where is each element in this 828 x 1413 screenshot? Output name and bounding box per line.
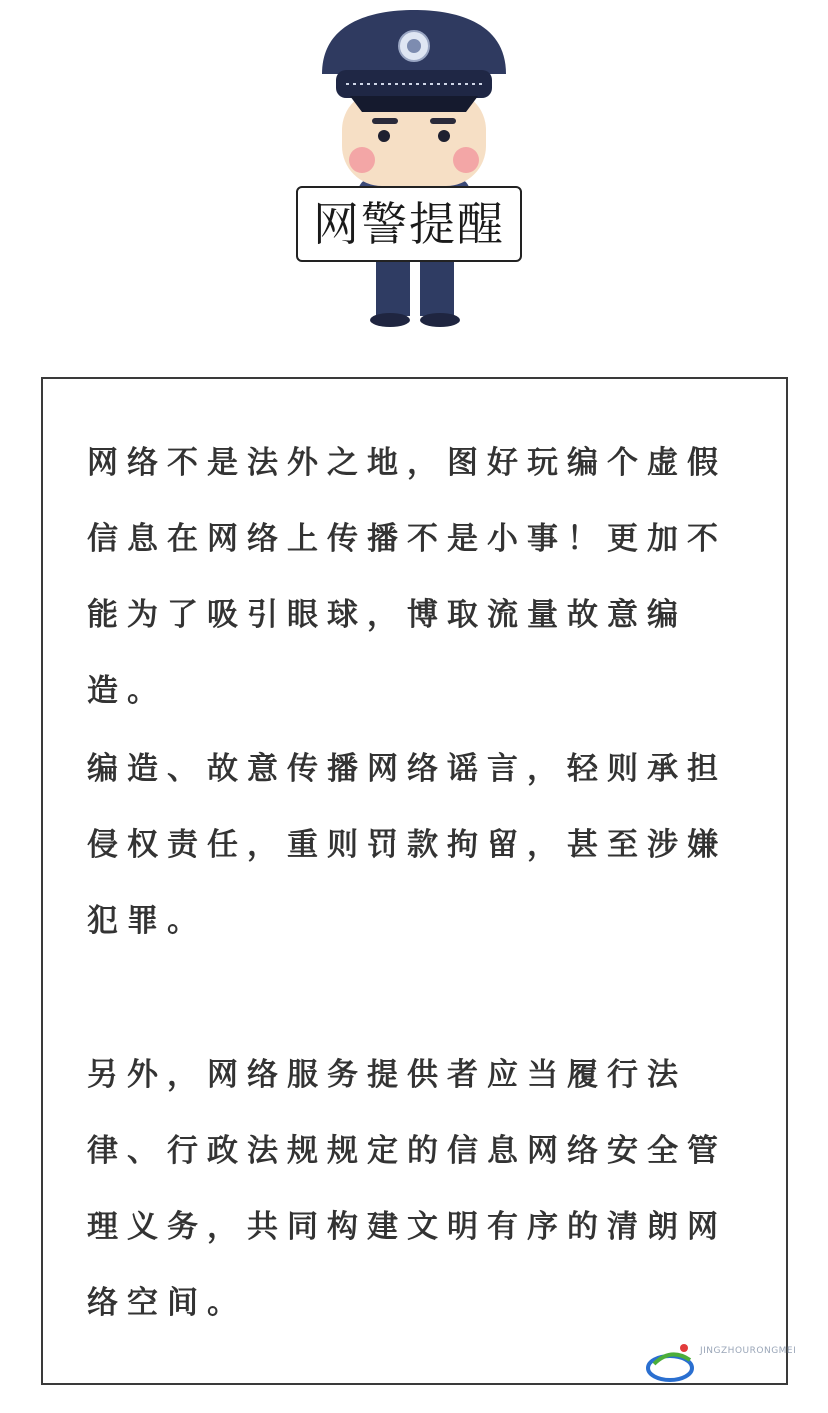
content-box: [41, 377, 788, 1385]
paragraph-3: 另外，网络服务提供者应当履行法律、行政法规规定的信息网络安全管理义务，共同构建文明有序的清朗网络空间。: [87, 1057, 727, 1321]
police-officer-icon: [280, 0, 610, 340]
logo-swoosh-icon: [644, 1338, 700, 1390]
warning-sign: [296, 186, 522, 262]
paragraph-1: 网络不是法外之地，图好玩编个虚假信息在网络上传播不是小事！更加不能为了吸引眼球，博取流量故意编造。: [87, 445, 727, 709]
jingzhou-rongmei-logo: [644, 1338, 814, 1390]
sign-title: 网警提醒: [313, 197, 505, 251]
logo-text: JINGZHOURONGMEI: [700, 1346, 797, 1356]
police-officer-illustration: [280, 0, 610, 340]
paragraph-2: 编造、故意传播网络谣言，轻则承担侵权责任，重则罚款拘留，甚至涉嫌犯罪。: [87, 751, 727, 939]
